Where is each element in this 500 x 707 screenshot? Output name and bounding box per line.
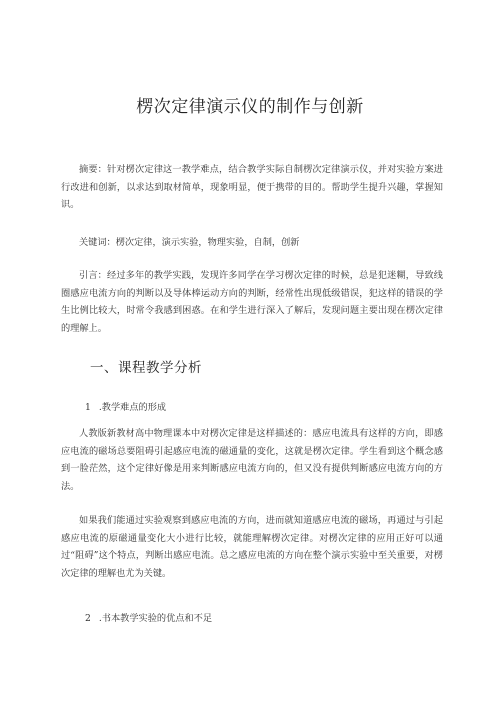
section-heading: 一、课程教学分析 xyxy=(90,360,202,376)
body-paragraph-2: 如果我们能通过实验观察到感应电流的方向，进而就知道感应电流的磁场，再通过与引起感应电流的原磁通量变化大小进行比较，就能理解楞次定律。对楞次定律的应用正好可以通过“阻碍”这个特点，判断出感应电流。总之感应电流的方向在整个演示实验中至关重要，对楞次定律的理解也尤为关键。 xyxy=(61,515,443,579)
keywords-line: 关键词：楞次定律，演示实验，物理实验，自制，创新 xyxy=(79,237,300,248)
subsection-heading-2 xyxy=(85,610,212,627)
document-title: 楞次定律演示仪的制作与创新 xyxy=(136,97,364,117)
subsection-title: .书本教学实验的优点和不足 xyxy=(98,613,213,624)
abstract-paragraph: 摘要：针对楞次定律这一教学难点，结合教学实际自制楞次定律演示仪，并对实验方案进行改进和创新，以求达到取材简单，现象明显，便于携带的目的。帮助学生提升兴趣，掌握知识。 xyxy=(61,164,443,210)
subsection-heading-1 xyxy=(85,399,166,416)
subsection-number: 2 xyxy=(85,613,91,624)
subsection-number: 1 xyxy=(85,402,91,413)
body-paragraph-1: 人教版新教材高中物理课本中对楞次定律是这样描述的：感应电流具有这样的方向，即感应电流的磁场总要阻碍引起感应电流的磁通量的变化，这就是楞次定律。学生看到这个概念感到一脸茫然，这个定律好像是用来判断感应电流方向的，但又没有提供判断感应电流方向的方法。 xyxy=(61,428,443,492)
introduction-paragraph: 引言：经过多年的教学实践，发现许多同学在学习楞次定律的时候，总是犯迷糊，导致线圈感应电流方向的判断以及导体棒运动方向的判断，经常性出现低级错误，犯这样的错误的学生比例比较大，时常令我感到困惑。在和学生进行深入了解后，发现问题主要出现在楞次定律的理解上。 xyxy=(61,270,443,334)
subsection-title: .教学难点的形成 xyxy=(98,402,167,413)
